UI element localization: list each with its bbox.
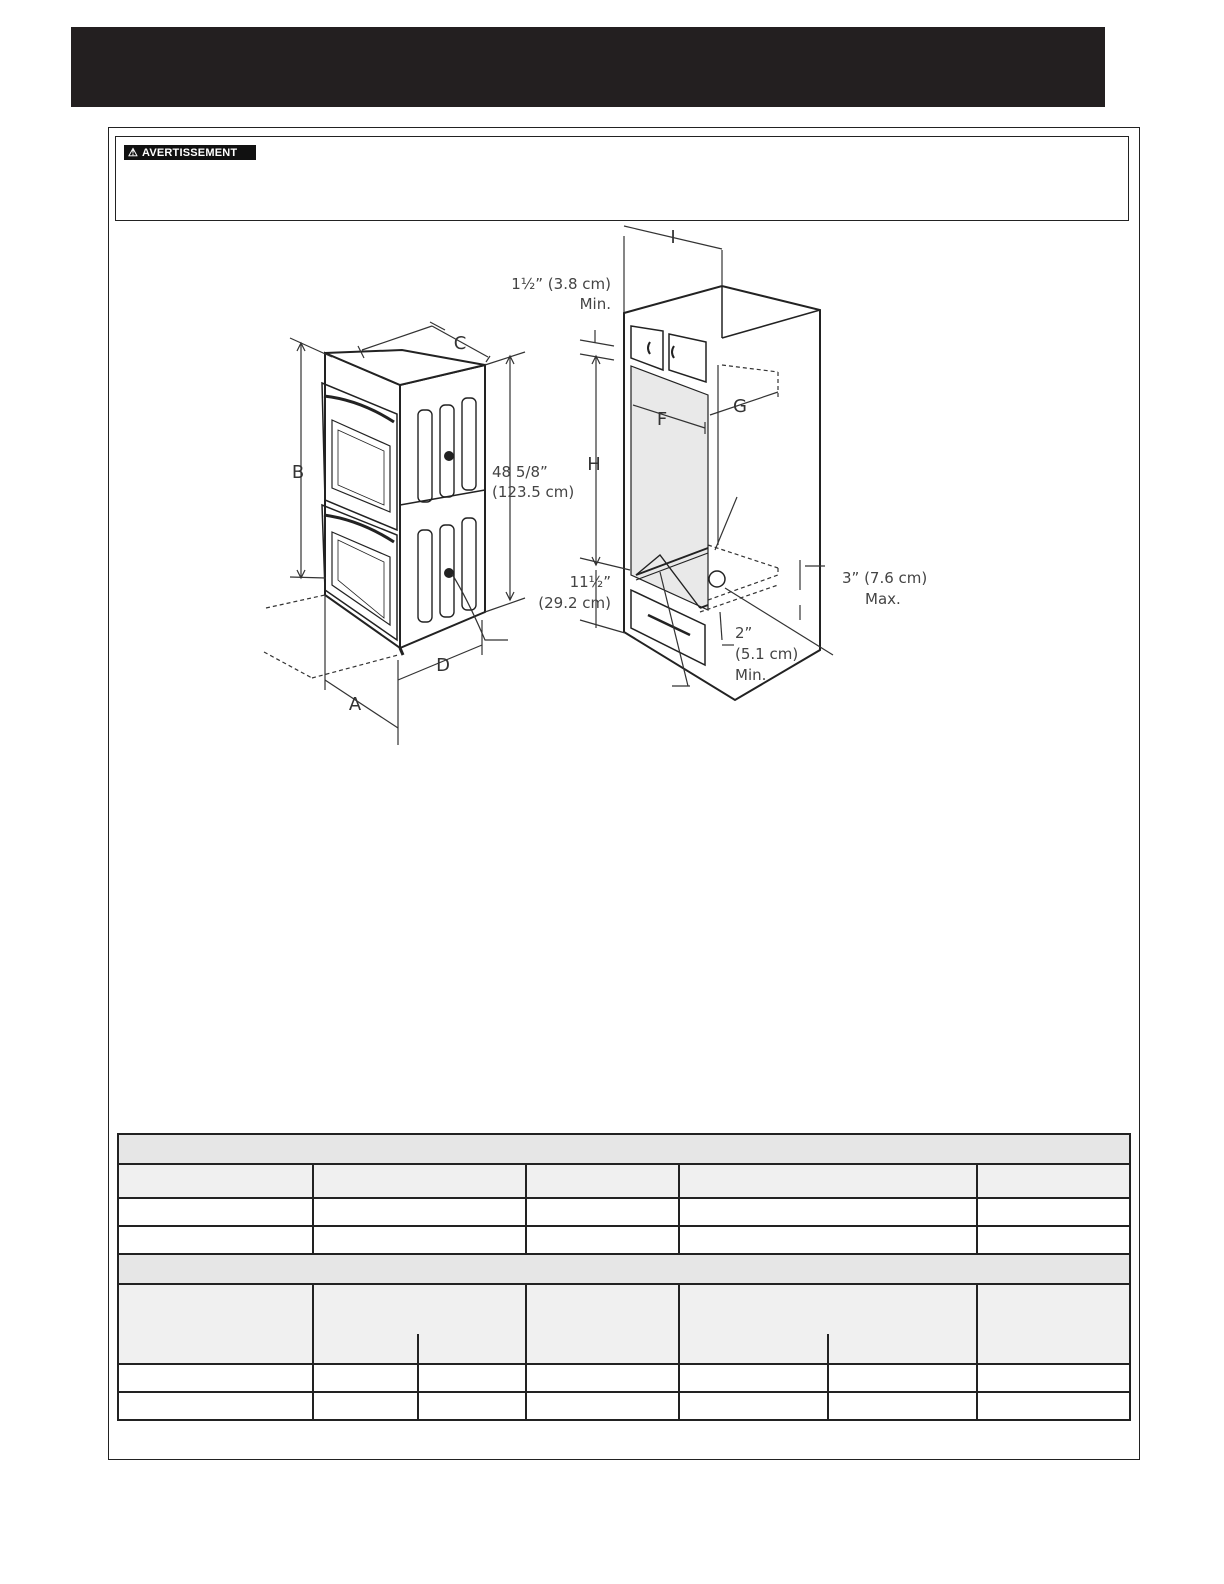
table-cell [977,1392,1130,1420]
table-cell [977,1364,1130,1392]
table-row [118,1226,1130,1254]
table-header-cell [313,1284,526,1334]
side-gap-max: Max. [865,590,901,608]
oven-height-inches: 48 5/8” [492,463,548,481]
table-header-cell [526,1164,679,1198]
table-cell [679,1392,828,1420]
table-subheader-cell [313,1334,418,1364]
table-header-cell [313,1164,526,1198]
table-header-cell [977,1284,1130,1364]
table-row [118,1198,1130,1226]
table-subheader-cell [418,1334,526,1364]
table-header-cell [526,1284,679,1364]
gap-cm: (5.1 cm) [735,645,799,663]
table-header-cell [118,1284,313,1364]
table-row [118,1392,1130,1420]
top-clearance-value: 1½” (3.8 cm) [511,275,611,293]
table-cell [118,1364,313,1392]
dim-label-d: D [436,655,450,676]
oven-height-cm: (123.5 cm) [492,483,575,501]
table-cell [828,1364,977,1392]
dim-label-g: G [733,396,747,417]
dim-label-i: I [670,227,676,248]
top-clearance-min: Min. [579,295,611,313]
table-cell [118,1392,313,1420]
bottom-height-cm: (29.2 cm) [538,594,611,612]
bottom-height-inches: 11½” [569,573,611,591]
table-title-cell [118,1254,1130,1284]
table-cell [679,1226,977,1254]
table-row [118,1364,1130,1392]
gap-min: Min. [735,666,767,684]
dim-label-h: H [587,454,601,475]
warning-badge-label: AVERTISSEMENT [142,146,238,159]
warning-icon: ⚠ [127,147,139,159]
table-header-cell [679,1164,977,1198]
table-cell [679,1198,977,1226]
table-cell [313,1364,418,1392]
table-cell [526,1198,679,1226]
side-gap-value: 3” (7.6 cm) [842,569,928,587]
table-title-cell [118,1134,1130,1164]
table-header-cell [977,1164,1130,1198]
table-cell [977,1198,1130,1226]
table-header-cell [679,1284,977,1334]
table-subheader-cell [828,1334,977,1364]
dim-label-f: F [656,409,668,430]
table-cell [828,1392,977,1420]
table-cell [526,1364,679,1392]
product-dimensions-table [117,1253,1131,1421]
table-cell [118,1198,313,1226]
table-cell [418,1364,526,1392]
table-cell [526,1392,679,1420]
dim-label-b: B [291,462,305,483]
table-cell [313,1198,526,1226]
table-cell [679,1364,828,1392]
table-cell [977,1226,1130,1254]
table-cell [313,1226,526,1254]
oven-illustration [322,350,485,655]
table-cell [313,1392,418,1420]
oven-side-face [400,365,485,648]
cutout-dimensions-table [117,1133,1131,1255]
table-cell [526,1226,679,1254]
table-cell [118,1226,313,1254]
table-cell [418,1392,526,1420]
table-subheader-cell [679,1334,828,1364]
dim-label-c: C [453,333,467,354]
table-header-cell [118,1164,313,1198]
gap-inches: 2” [735,624,753,642]
dim-label-a: A [348,694,362,715]
